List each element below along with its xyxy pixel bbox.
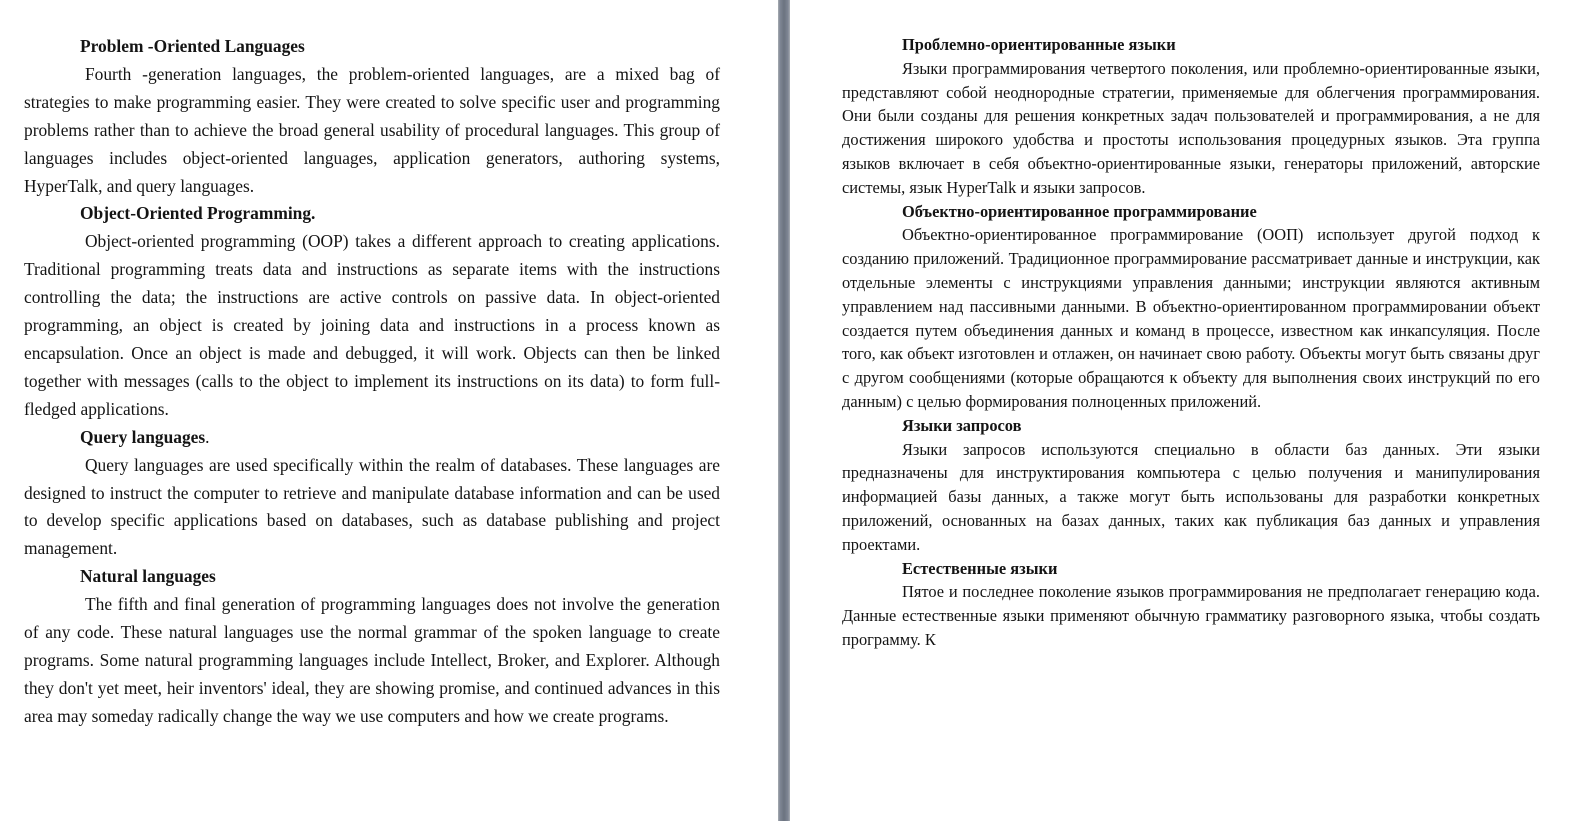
paragraph-natural-languages-ru: Пятое и последнее поколение языков программирования не предполагает генерацию кода. Данные естественные языки применяют обычную грамматику разговорного языка, чтобы создать программу. К xyxy=(842,582,1540,649)
heading-query-languages-ru: Языки запросов xyxy=(902,415,1022,435)
paragraph-natural-languages: The fifth and final generation of programming languages does not involve the generation of any code. These natural languages use the normal grammar of the spoken language to create programs. Some natural programming languages include Intellect, Broker, and Explorer. Although they don't yet meet, heir inventors' ideal, they are showing promise, and continued advances in this area may someday radically change the way we use computers and how we create programs. xyxy=(24,594,720,726)
heading-problem-oriented-languages: Problem -Oriented Languages xyxy=(80,36,305,56)
paragraph-problem-oriented-languages-ru: Языки программирования четвертого поколения, или проблемно-ориентированные языки, представляют собой неоднородные стратегии, применяемые для облегчения программирования. Они были созданы для решения конкретных задач пользователей и программирования, а не для достижения широкого удобства и простоты использования процедурных языков. Эта группа языков включает в себя объектно-ориентированные языки, генераторы приложений, авторские системы, язык HyperTalk и языки запросов. xyxy=(842,58,1540,197)
heading-problem-oriented-languages-ru: Проблемно-ориентированные языки xyxy=(902,35,1176,54)
english-text-column xyxy=(24,33,720,731)
heading-natural-languages-ru: Естественные языки xyxy=(902,558,1058,578)
paragraph-object-oriented-programming-ru: Объектно-ориентированное программирование (ООП) использует другой подход к созданию приложений. Традиционное программирование рассматривает данные и инструкции, как отдельные элементы с инструкциями управления данными; инструкции являются активным управлением над пассивными данными. В объектно-ориентированном программировании объект создается путем объединения данных и команд в процессе, известном как инкапсуляция. После того, как объект изготовлен и отлажен, он начинает свою работу. Объекты могут быть связаны друг с другом сообщениями (которые обращаются к объекту для выполнения своих инструкций по его данным) с целью формирования полноценных приложений. xyxy=(842,225,1540,411)
paragraph-query-languages: Query languages are used specifically within the realm of databases. These languages are designed to instruct the computer to retrieve and manipulate database information and can be used to develop specific applications based on databases, such as database publishing and project management. xyxy=(24,454,720,559)
russian-page xyxy=(790,0,1585,821)
page-divider xyxy=(778,0,790,821)
heading-object-oriented-programming: Object-Oriented Programming. xyxy=(80,203,316,224)
paragraph-query-languages-ru: Языки запросов используются специально в области баз данных. Эти языки предназначены для инструктирования компьютера с целью получения и манипулирования информацией базы данных, а также могут быть использованы для разработки конкретных приложений, основанных на базах данных, таких как публикация баз данных и управления проектами. xyxy=(842,439,1540,554)
heading-natural-languages: Natural languages xyxy=(80,566,216,587)
russian-text-column xyxy=(842,33,1540,652)
paragraph-problem-oriented-languages: Fourth -generation languages, the problem-oriented languages, are a mixed bag of strategies to make programming easier. They were created to solve specific user and programming problems rather than to achieve the broad general usability of procedural languages. This group of languages includes object-oriented languages, application generators, authoring systems, HyperTalk, and query languages. xyxy=(24,63,720,196)
english-page xyxy=(0,0,778,821)
heading-query-languages-period: . xyxy=(205,426,210,447)
paragraph-object-oriented-programming: Object-oriented programming (OOP) takes a different approach to creating applications. Traditional programming treats data and instructions as separate items with the instructions controlling the data; the instructions are active controls on passive data. In object-oriented programming, an object is created by joining data and instructions in a process known as encapsulation. Once an object is made and debugged, it will work. Objects can then be linked together with messages (calls to the object to implement its instructions on its data) to form full-fledged applications. xyxy=(24,231,720,419)
heading-object-oriented-programming-ru: Объектно-ориентированное программирование xyxy=(902,201,1257,221)
heading-query-languages: Query languages. xyxy=(80,426,210,447)
